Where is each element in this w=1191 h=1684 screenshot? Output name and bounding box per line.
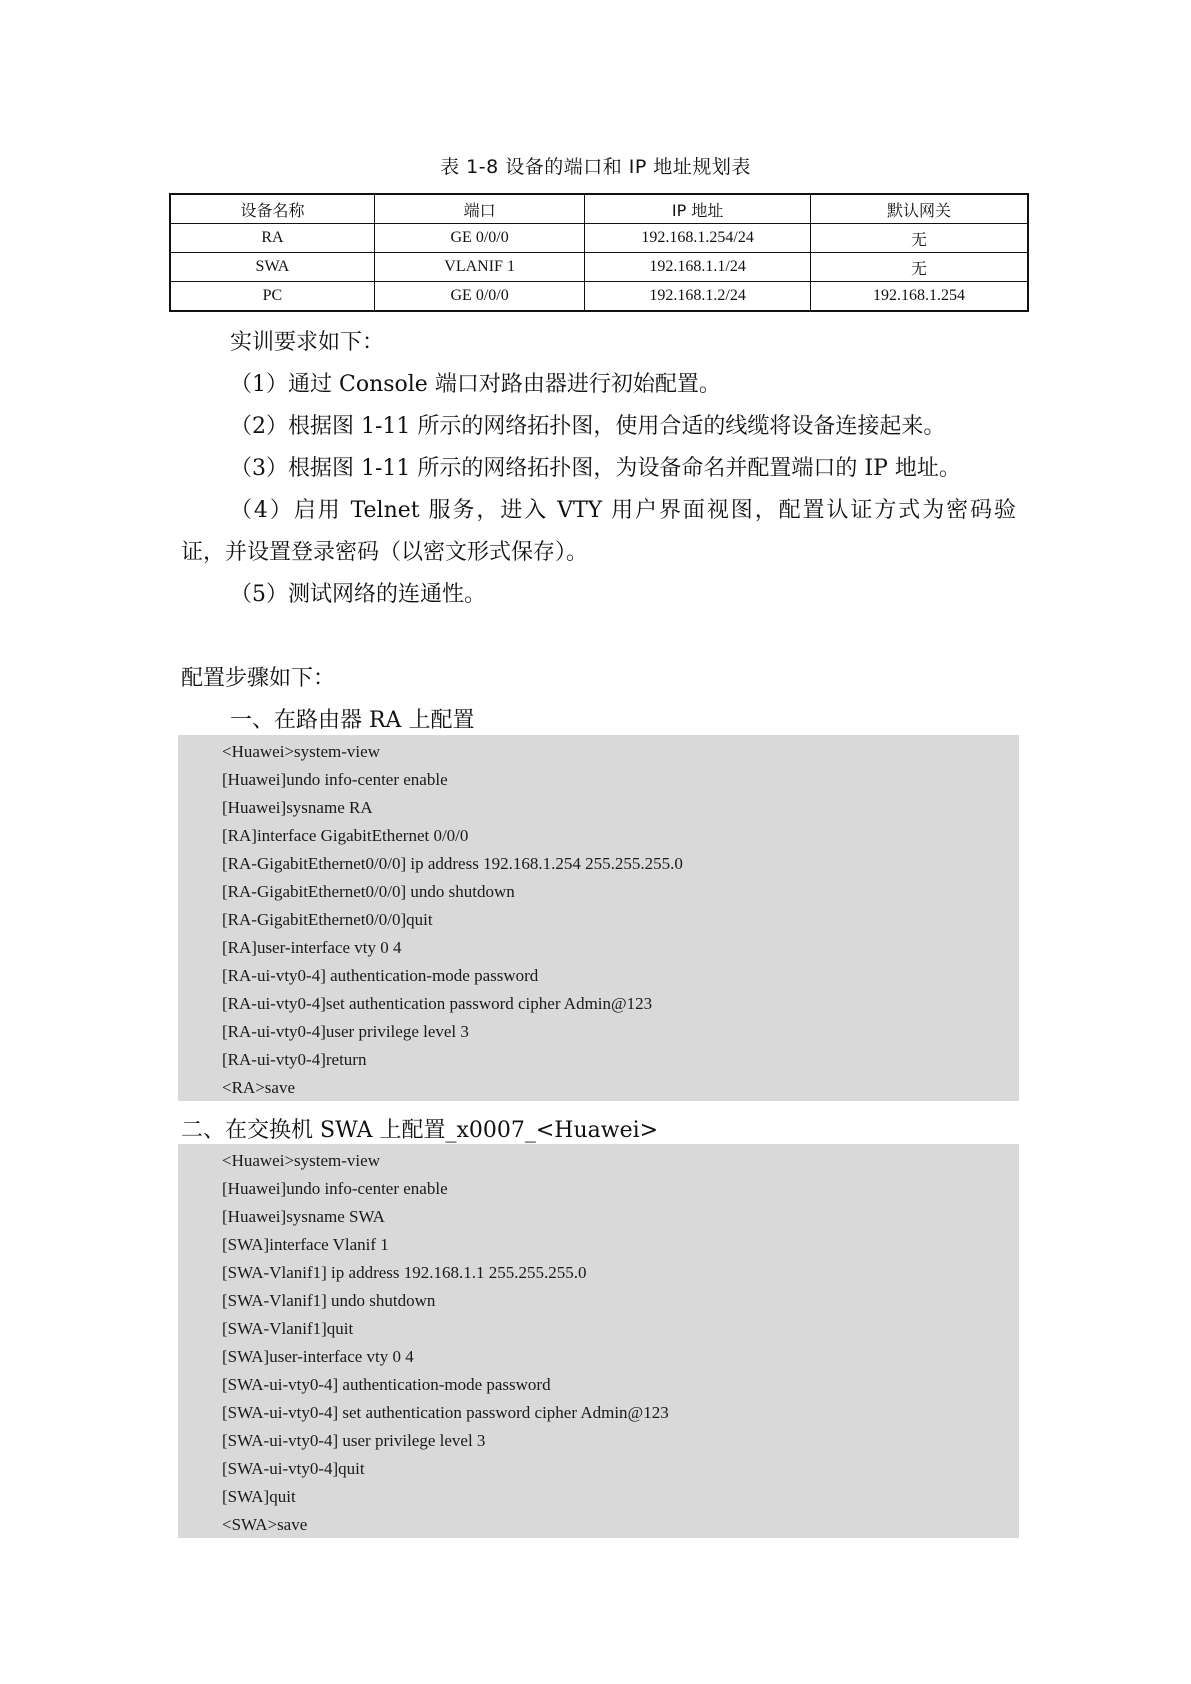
code-line: [SWA-ui-vty0-4] set authentication password cipher Admin@123 [222, 1403, 669, 1422]
code-line: [SWA-ui-vty0-4]quit [222, 1459, 365, 1478]
requirement-item-3: （3）根据图 1-11 所示的网络拓扑图，为设备命名并配置端口的 IP 地址。 [230, 456, 961, 481]
table-cell: SWA [170, 253, 374, 282]
code-line: <Huawei>system-view [222, 742, 380, 761]
header-device-name: 设备名称 [170, 194, 374, 224]
code-line: [SWA-ui-vty0-4] user privilege level 3 [222, 1431, 486, 1450]
requirements-intro: 实训要求如下： [230, 330, 385, 355]
table-cell: 无 [810, 253, 1028, 282]
code-line: <RA>save [222, 1078, 295, 1097]
code-line: [SWA-Vlanif1]quit [222, 1319, 354, 1338]
ip-plan-table [169, 193, 1029, 312]
code-line: [RA-ui-vty0-4]user privilege level 3 [222, 1022, 469, 1041]
code-line: [SWA]quit [222, 1487, 296, 1506]
code-line: [RA-GigabitEthernet0/0/0]quit [222, 910, 433, 929]
code-line: [RA-GigabitEthernet0/0/0] ip address 192.168.1.254 255.255.255.0 [222, 854, 683, 873]
table-cell: PC [170, 282, 374, 312]
table-row [170, 282, 1028, 312]
table-caption: 表 1-8 设备的端口和 IP 地址规划表 [440, 156, 751, 178]
code-line: [Huawei]undo info-center enable [222, 770, 448, 789]
requirement-item-4-continued: 证，并设置登录密码（以密文形式保存）。 [181, 540, 589, 565]
code-line: [RA]interface GigabitEthernet 0/0/0 [222, 826, 469, 845]
table-header-row [170, 194, 1028, 224]
table-row [170, 253, 1028, 282]
requirement-item-2: （2）根据图 1-11 所示的网络拓扑图，使用合适的线缆将设备连接起来。 [230, 414, 946, 439]
steps-intro: 配置步骤如下： [181, 666, 336, 691]
swa-config-code-block [178, 1144, 1019, 1538]
code-line: [SWA]interface Vlanif 1 [222, 1235, 389, 1254]
table-cell: RA [170, 224, 374, 253]
code-line: [RA-ui-vty0-4] authentication-mode password [222, 966, 539, 985]
table-cell: GE 0/0/0 [374, 224, 584, 253]
ra-config-code-block [178, 735, 1019, 1101]
header-port: 端口 [374, 194, 584, 224]
code-line: [RA-ui-vty0-4]return [222, 1050, 367, 1069]
code-line: [SWA-Vlanif1] ip address 192.168.1.1 255.255.255.0 [222, 1263, 587, 1282]
section2-title: 二、在交换机 SWA 上配置_x0007_<Huawei> [181, 1118, 659, 1143]
requirement-item-1: （1）通过 Console 端口对路由器进行初始配置。 [230, 372, 721, 397]
table-cell: 192.168.1.1/24 [585, 253, 811, 282]
code-line: [Huawei]sysname RA [222, 798, 373, 817]
code-line: [Huawei]undo info-center enable [222, 1179, 448, 1198]
code-line: [SWA-ui-vty0-4] authentication-mode password [222, 1375, 551, 1394]
requirement-item-5: （5）测试网络的连通性。 [230, 582, 486, 607]
table-cell: 192.168.1.254/24 [585, 224, 811, 253]
code-line: [RA-GigabitEthernet0/0/0] undo shutdown [222, 882, 515, 901]
code-line: [SWA]user-interface vty 0 4 [222, 1347, 414, 1366]
table-cell: 192.168.1.254 [810, 282, 1028, 312]
header-default-gateway: 默认网关 [810, 194, 1028, 224]
header-ip-address: IP 地址 [585, 194, 811, 224]
code-line: <SWA>save [222, 1515, 308, 1534]
requirement-item-4: （4）启用 Telnet 服务，进入 VTY 用户界面视图，配置认证方式为密码验 [230, 498, 1016, 523]
table-cell: GE 0/0/0 [374, 282, 584, 312]
code-line: <Huawei>system-view [222, 1151, 380, 1170]
table-cell: 无 [810, 224, 1028, 253]
table-cell: 192.168.1.2/24 [585, 282, 811, 312]
section1-title: 一、在路由器 RA 上配置 [230, 708, 475, 733]
code-line: [SWA-Vlanif1] undo shutdown [222, 1291, 436, 1310]
table-cell: VLANIF 1 [374, 253, 584, 282]
code-line: [RA]user-interface vty 0 4 [222, 938, 402, 957]
code-line: [RA-ui-vty0-4]set authentication password cipher Admin@123 [222, 994, 653, 1013]
table-row [170, 224, 1028, 253]
code-line: [Huawei]sysname SWA [222, 1207, 385, 1226]
